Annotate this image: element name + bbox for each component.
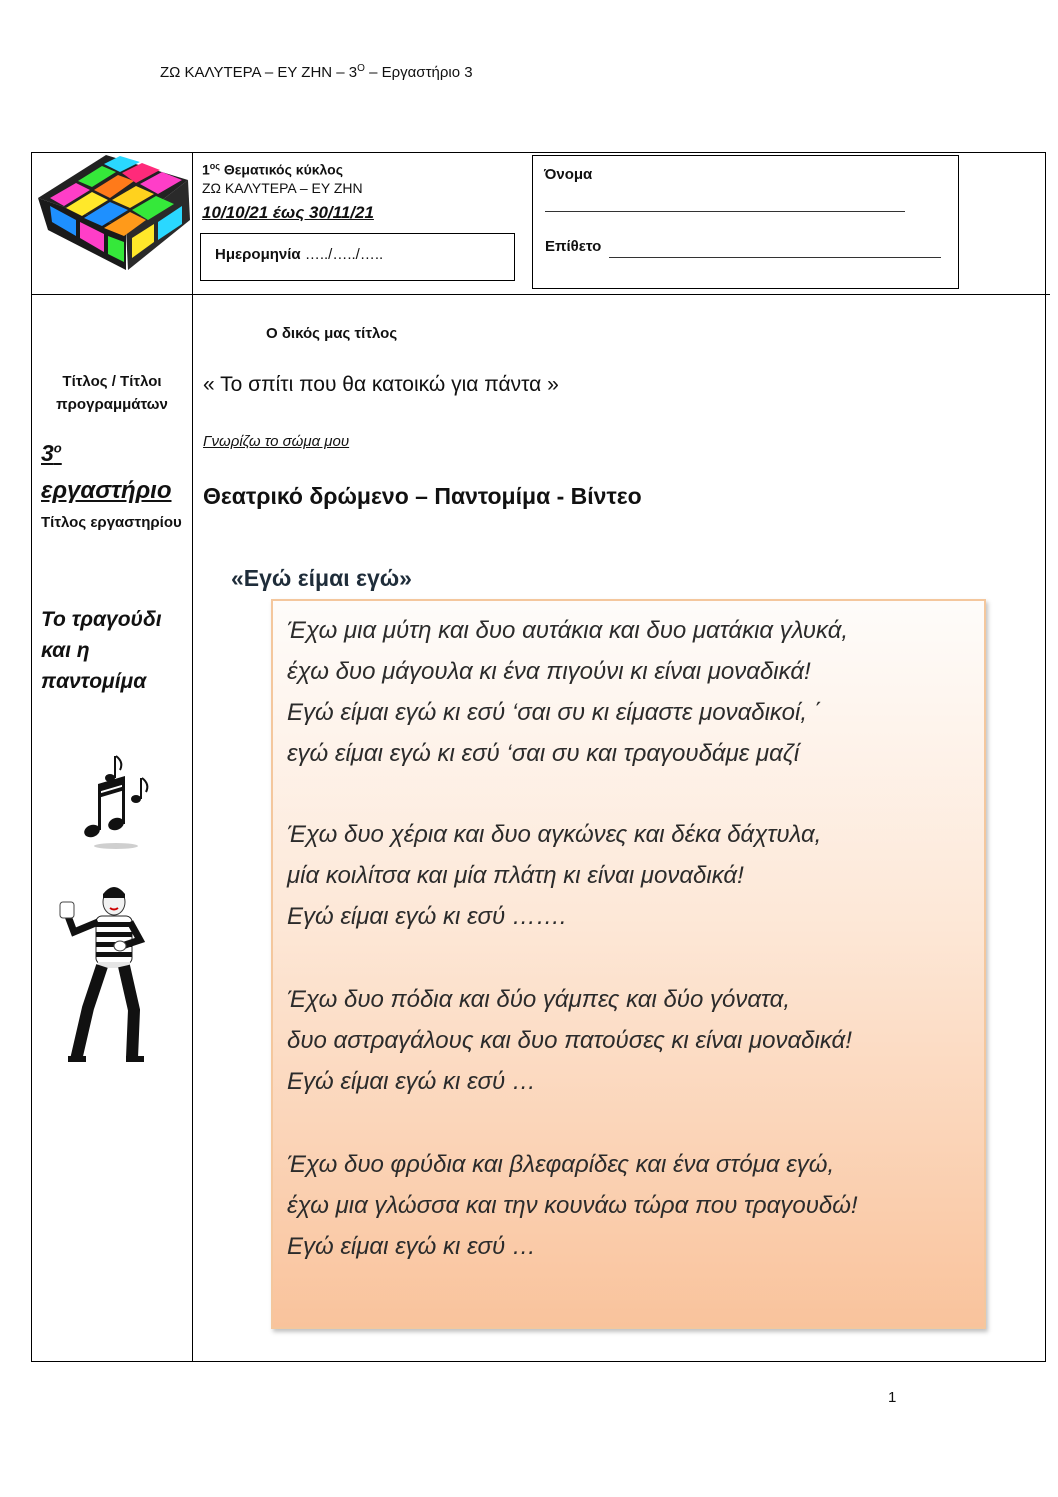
verse-2 <box>287 814 821 937</box>
lyric-line: δυο αστραγάλους και δυο πατούσες κι είναι μοναδικά! <box>287 1027 852 1054</box>
lab-number-ordinal: ο <box>53 440 62 456</box>
our-title-label: Ο δικός μας τίτλος <box>266 325 398 342</box>
rubiks-cube-image <box>36 150 191 275</box>
lyrics-box <box>271 599 986 1329</box>
lyric-line: Έχω μια μύτη και δυο αυτάκια και δυο ματάκια γλυκά, <box>287 617 849 644</box>
lab-title-label: Τίτλος εργαστηρίου <box>41 514 182 531</box>
lyric-line: έχω δυο μάγουλα κι ένα πιγούνι κι είναι μοναδικά! <box>287 658 811 685</box>
thematic-cycle-label <box>202 157 343 179</box>
header-suffix: – Εργαστήριο 3 <box>364 64 473 81</box>
lab-word: εργαστήριο <box>41 477 172 504</box>
cycle-subtitle: ΖΩ ΚΑΛΥΤΕΡΑ – ΕΥ ΖΗΝ <box>202 180 363 196</box>
music-notes-icon <box>70 752 160 852</box>
know-body-subtitle: Γνωρίζω το σώμα μου <box>203 433 350 450</box>
name-box <box>532 155 959 289</box>
row-divider <box>31 294 1050 295</box>
lyric-line: εγώ είμαι εγώ κι εσύ ‘σαι συ και τραγουδάμε μαζί <box>287 740 800 767</box>
cycle-ordinal: ος <box>209 161 220 171</box>
program-title: « Το σπίτι που θα κατοικώ για πάντα » <box>203 373 559 396</box>
lyric-line: Εγώ είμαι εγώ κι εσύ … <box>287 1068 536 1095</box>
mime-performer-image <box>52 880 152 1070</box>
cycle-text: Θεματικός κύκλος <box>219 161 343 178</box>
page-number: 1 <box>888 1389 897 1406</box>
verse-1 <box>287 610 848 774</box>
lab-number-digit: 3 <box>41 440 54 466</box>
programs-label: Τίτλος / Τίτλοι προγραμμάτων <box>56 373 168 413</box>
lyric-line: Έχω δυο χέρια και δυο αγκώνες και δέκα δάχτυλα, <box>287 821 822 848</box>
lyric-line: Εγώ είμαι εγώ κι εσύ ‘σαι συ κι είμαστε μοναδικοί, ΄ <box>287 699 822 726</box>
cycle-number: 1 <box>202 161 210 178</box>
lyric-line: Έχω δυο πόδια και δύο γάμπες και δύο γόνατα, <box>287 986 791 1013</box>
lyric-line: μία κοιλίτσα και μία πλάτη κι είναι μοναδικά! <box>287 862 744 889</box>
verse-3 <box>287 979 852 1102</box>
date-field-box[interactable] <box>200 233 515 281</box>
name-field[interactable] <box>545 211 905 212</box>
header-text: ΖΩ ΚΑΛΥΤΕΡΑ – ΕΥ ΖΗΝ – 3 <box>160 64 358 81</box>
verse-4 <box>287 1144 858 1267</box>
column-divider <box>192 152 193 1362</box>
surname-field[interactable] <box>609 257 941 258</box>
surname-label: Επίθετο <box>545 238 602 255</box>
lyric-line: Εγώ είμαι εγώ κι εσύ ……. <box>287 903 567 930</box>
date-blank: …../…../….. <box>300 246 384 263</box>
lyric-line: έχω μια γλώσσα και την κουνάω τώρα που τραγουδώ! <box>287 1192 858 1219</box>
lyric-line: Έχω δυο φρύδια και βλεφαρίδες και ένα στόμα εγώ, <box>287 1151 835 1178</box>
song-title: «Εγώ είμαι εγώ» <box>231 565 412 591</box>
page-header <box>160 63 473 81</box>
lyric-line: Εγώ είμαι εγώ κι εσύ … <box>287 1233 536 1260</box>
date-range: 10/10/21 έως 30/11/21 <box>202 203 374 222</box>
activity-title: Θεατρικό δρώμενο – Παντομίμα - Βίντεο <box>203 483 642 509</box>
date-label: Ημερομηνία <box>215 246 301 263</box>
lab-number <box>41 440 62 467</box>
header-superscript: Ο <box>357 63 365 74</box>
song-mime-label: Το τραγούδι και η παντομίμα <box>41 608 162 693</box>
name-label: Όνομα <box>544 166 593 183</box>
